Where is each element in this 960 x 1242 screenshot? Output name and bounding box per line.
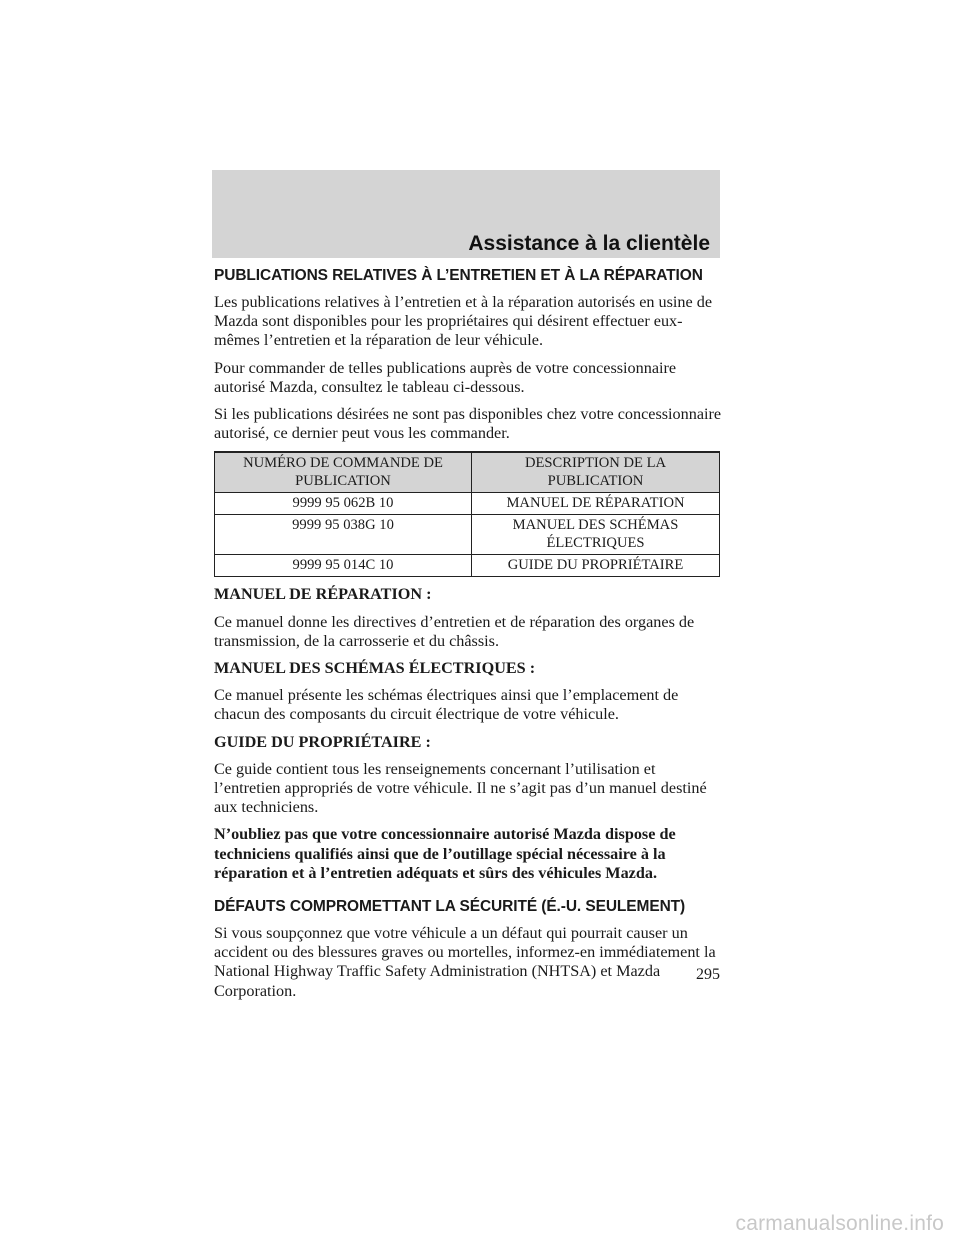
page-number: 295 bbox=[696, 966, 720, 983]
order-number-cell: 9999 95 038G 10 bbox=[215, 515, 472, 555]
publications-table bbox=[214, 451, 720, 577]
order-number-cell: 9999 95 014C 10 bbox=[215, 555, 472, 577]
column-header-description: DESCRIPTION DE LA PUBLICATION bbox=[472, 452, 720, 493]
description-cell: MANUEL DE RÉPARATION bbox=[472, 493, 720, 515]
dealer-reminder: N’oubliez pas que votre concessionnaire autorisé Mazda dispose de techniciens qualifiés ainsi que de l’outillage spécial nécessaire à la réparation et à l’entretien adéquats et sûrs des véhicules Mazda. bbox=[214, 825, 676, 882]
order-paragraph: Pour commander de telles publications auprès de votre concessionnaire autorisé Mazda, consultez le tableau ci-dessous. bbox=[214, 358, 677, 396]
header-band bbox=[212, 170, 720, 258]
repair-manual-text: Ce manuel donne les directives d’entretien et de réparation des organes de transmission, de la carrosserie et du châssis. bbox=[214, 612, 695, 650]
safety-defects-heading: DÉFAUTS COMPROMETTANT LA SÉCURITÉ (É.-U. SEULEMENT) bbox=[214, 898, 686, 916]
watermark: carmanualsonline.info bbox=[735, 1212, 944, 1235]
availability-paragraph: Si les publications désirées ne sont pas disponibles chez votre concessionnaire autorisé, ce dernier peut vous les commander. bbox=[214, 405, 722, 443]
wiring-manual-text: Ce manuel présente les schémas électriques ainsi que l’emplacement de chacun des composants du circuit électrique de votre véhicule. bbox=[214, 686, 679, 724]
owner-guide-heading: GUIDE DU PROPRIÉTAIRE : bbox=[214, 732, 431, 751]
description-cell: GUIDE DU PROPRIÉTAIRE bbox=[472, 555, 720, 577]
table-row bbox=[215, 555, 720, 577]
column-header-order-number: NUMÉRO DE COMMANDE DE PUBLICATION bbox=[215, 452, 472, 493]
repair-manual-heading: MANUEL DE RÉPARATION : bbox=[214, 585, 432, 604]
page-title: Assistance à la clientèle bbox=[468, 232, 710, 255]
owner-guide-text: Ce guide contient tous les renseignements concernant l’utilisation et l’entretien appropriés de votre véhicule. Il ne s’agit pas d’un manuel destiné aux techniciens. bbox=[214, 759, 707, 817]
page-content bbox=[214, 266, 722, 1009]
description-cell: MANUEL DES SCHÉMAS ÉLECTRIQUES bbox=[472, 515, 720, 555]
order-number-cell: 9999 95 062B 10 bbox=[215, 493, 472, 515]
intro-paragraph: Les publications relatives à l’entretien et à la réparation autorisés en usine de Mazda sont disponibles pour les propriétaires qui désirent effectuer eux-mêmes l’entretien et la réparation de leur véhicule. bbox=[214, 293, 713, 350]
table-row bbox=[215, 493, 720, 515]
safety-defects-text: Si vous soupçonnez que votre véhicule a un défaut qui pourrait causer un accident ou des blessures graves ou mortelles, informez-en immédiatement la National Highway Traffic Safety Administration (NHTSA) et Mazda Corporation. bbox=[214, 924, 716, 1000]
table-header-row bbox=[215, 452, 720, 493]
publications-heading: PUBLICATIONS RELATIVES À L’ENTRETIEN ET À LA RÉPARATION bbox=[214, 267, 703, 284]
table-row bbox=[215, 515, 720, 555]
wiring-manual-heading: MANUEL DES SCHÉMAS ÉLECTRIQUES : bbox=[214, 659, 536, 678]
